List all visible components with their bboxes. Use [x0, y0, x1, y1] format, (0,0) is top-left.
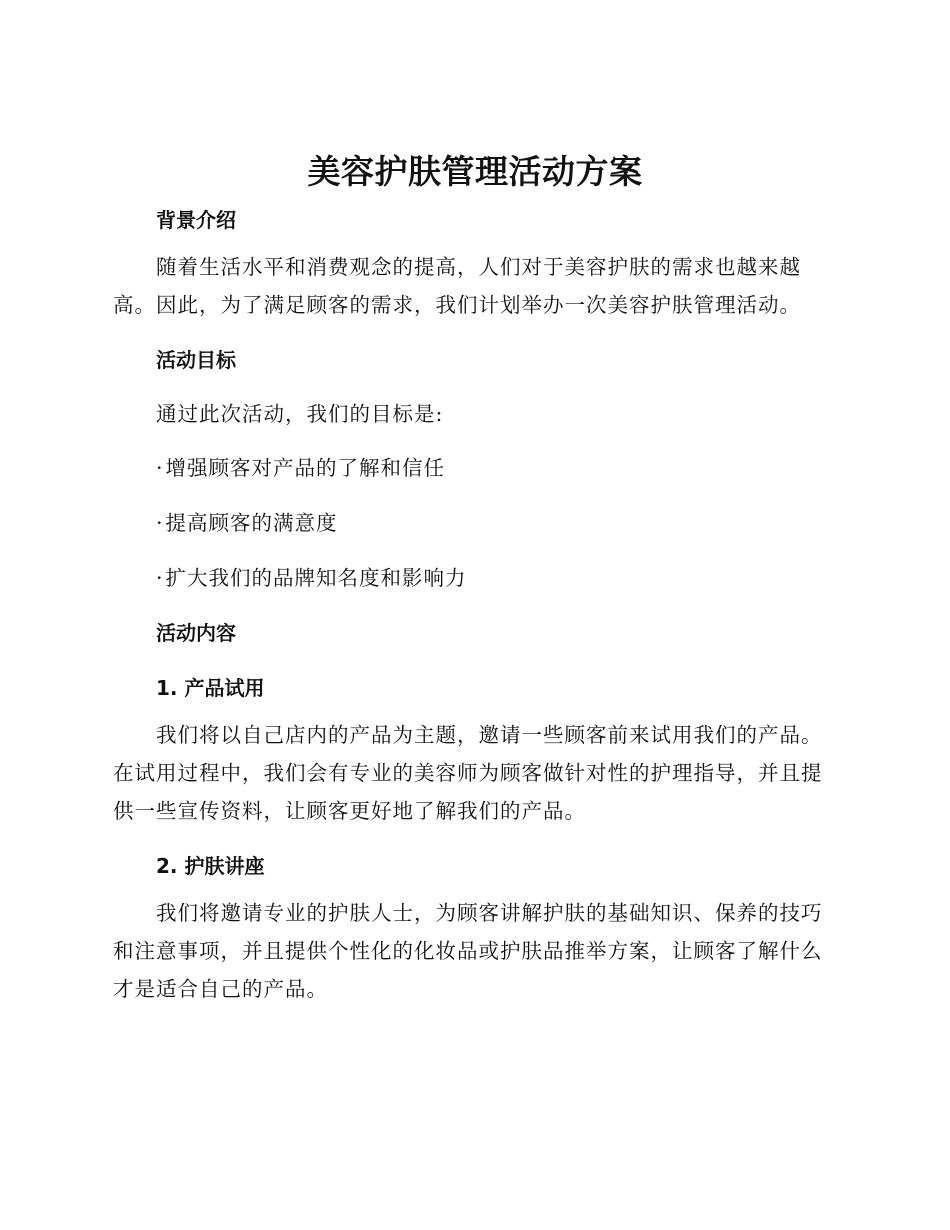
- subheading-product-trial: 1. 产品试用: [156, 676, 265, 700]
- bullet-text: 扩大我们的品牌知名度和影响力: [165, 566, 467, 590]
- background-paragraph: 随着生活水平和消费观念的提高，人们对于美容护肤的需求也越来越高。因此，为了满足顾客的需求，我们计划举办一次美容护肤管理活动。: [113, 255, 801, 317]
- list-item: [156, 564, 837, 592]
- bullet-mark: ·: [156, 566, 164, 590]
- bullet-mark: ·: [156, 456, 164, 480]
- section-heading-content: 活动内容: [156, 621, 236, 645]
- skincare-lecture-paragraph: 我们将邀请专业的护肤人士，为顾客讲解护肤的基础知识、保养的技巧和注意事项，并且提供个性化的化妆品或护肤品推举方案，让顾客了解什么才是适合自己的产品。: [113, 901, 823, 1001]
- product-trial-paragraph: 我们将以自己店内的产品为主题，邀请一些顾客前来试用我们的产品。在试用过程中，我们会有专业的美容师为顾客做针对性的护理指导，并且提供一些宣传资料，让顾客更好地了解我们的产品。: [113, 723, 823, 823]
- bullet-text: 提高顾客的满意度: [165, 511, 338, 535]
- document-title: 美容护肤管理活动方案: [307, 152, 643, 191]
- list-item: [156, 454, 837, 482]
- goals-intro: 通过此次活动，我们的目标是:: [156, 402, 444, 426]
- section-heading-background: 背景介绍: [156, 208, 236, 232]
- subheading-skincare-lecture: 2. 护肤讲座: [156, 854, 265, 878]
- list-item: [156, 509, 837, 537]
- bullet-mark: ·: [156, 511, 164, 535]
- document-page: [113, 148, 837, 1008]
- bullet-text: 增强顾客对产品的了解和信任: [165, 456, 446, 480]
- section-heading-goals: 活动目标: [156, 348, 236, 372]
